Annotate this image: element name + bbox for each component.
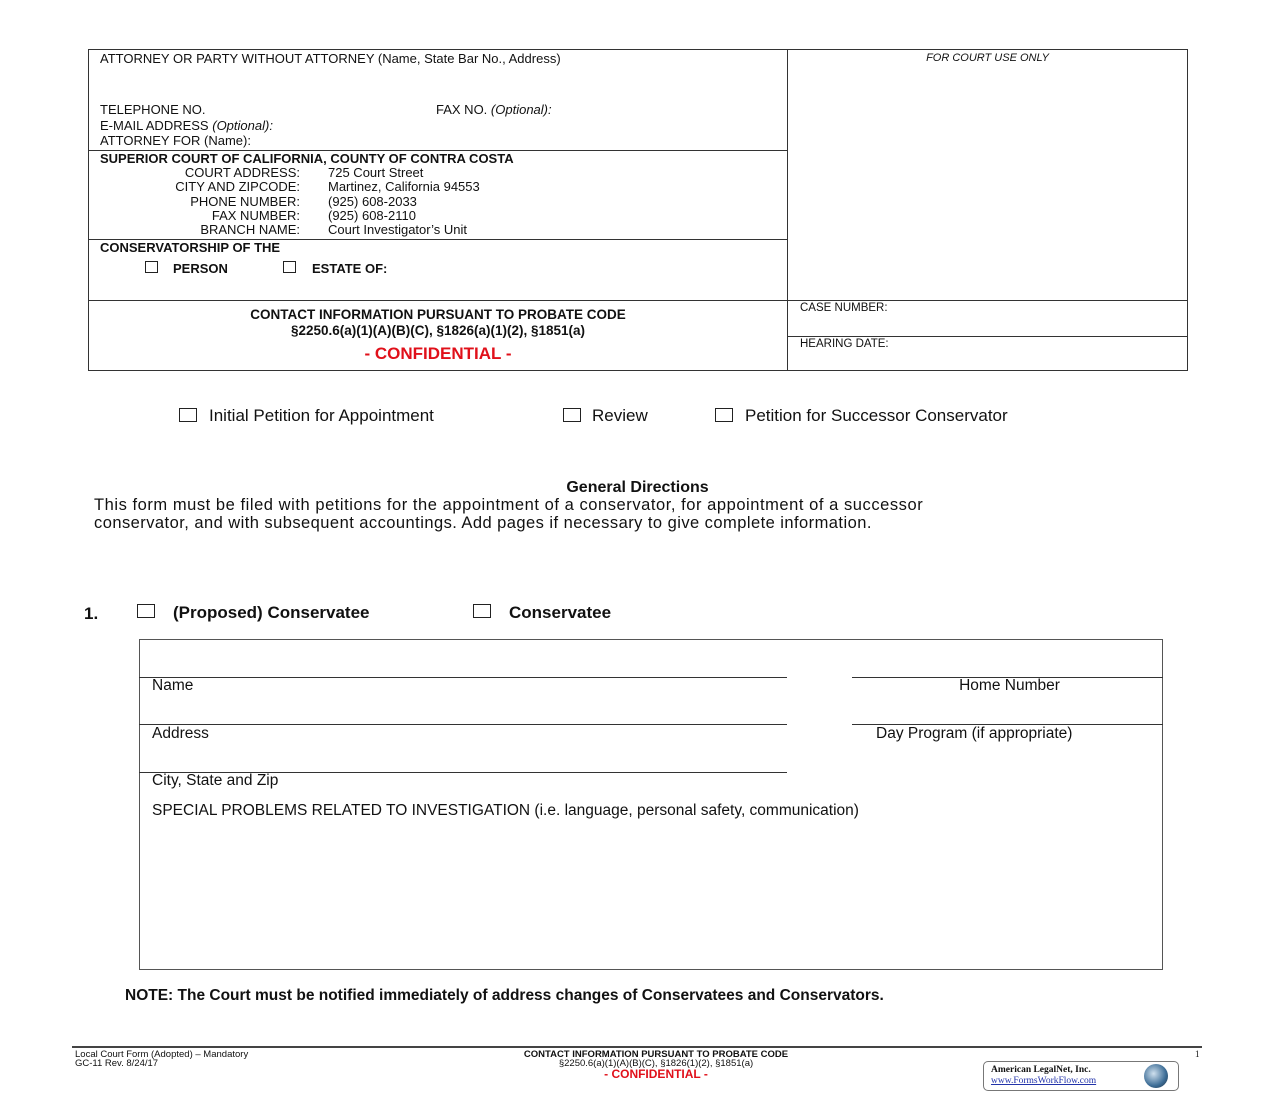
successor-checkbox[interactable]: [715, 408, 733, 422]
day-program-label: Day Program (if appropriate): [876, 725, 1073, 742]
conservatee-label: Conservatee: [509, 603, 612, 622]
person-checkbox[interactable]: [145, 261, 158, 273]
page-number: 1: [1195, 1049, 1200, 1059]
globe-icon: [1144, 1064, 1168, 1088]
court-row-value: 725 Court Street: [328, 165, 424, 180]
divider: [88, 300, 1188, 301]
conservatorship-label: CONSERVATORSHIP OF THE: [100, 240, 281, 255]
footer-center1: CONTACT INFORMATION PURSUANT TO PROBATE CODE: [523, 1049, 789, 1060]
telephone-label: TELEPHONE NO.: [100, 102, 206, 117]
court-row-label: COURT ADDRESS:: [184, 165, 300, 180]
hearing-date-label: HEARING DATE:: [800, 338, 889, 350]
successor-label: Petition for Successor Conservator: [745, 406, 1008, 425]
email-label: [100, 118, 273, 133]
address-line[interactable]: [139, 724, 787, 725]
directions-title: General Directions: [566, 479, 709, 496]
court-row-value: Martinez, California 94553: [328, 179, 480, 195]
conservatee-checkbox[interactable]: [473, 604, 491, 618]
confidential-label: - CONFIDENTIAL -: [364, 344, 512, 363]
footer-left1: Local Court Form (Adopted) – Mandatory: [75, 1049, 249, 1060]
court-row-label: FAX NUMBER:: [211, 207, 300, 223]
note: NOTE: The Court must be notified immediately of address changes of Conservatees and Conservators.: [125, 987, 884, 1004]
footer-rule: [72, 1046, 1202, 1048]
case-number-label: CASE NUMBER:: [800, 302, 888, 314]
court-use-label: FOR COURT USE ONLY: [926, 52, 1049, 64]
initial-petition-checkbox[interactable]: [179, 408, 197, 422]
badge-name: American LegalNet, Inc.: [991, 1065, 1091, 1075]
city-label: City, State and Zip: [152, 772, 279, 789]
section-number: 1.: [84, 604, 99, 623]
email-label-text: E-MAIL ADDRESS: [100, 118, 209, 133]
estate-checkbox[interactable]: [283, 261, 296, 273]
fax-label: [436, 102, 552, 117]
court-row-label: BRANCH NAME:: [200, 222, 300, 238]
name-label: Name: [152, 677, 194, 694]
review-checkbox[interactable]: [563, 408, 581, 422]
estate-label: ESTATE OF:: [312, 261, 388, 276]
proposed-conservatee-label: (Proposed) Conservatee: [173, 603, 370, 622]
court-row-label: CITY AND ZIPCODE:: [175, 179, 300, 195]
special-problems-label: SPECIAL PROBLEMS RELATED TO INVESTIGATION (i.e. language, personal safety, communication): [152, 802, 859, 819]
court-row-value: Court Investigator’s Unit: [328, 222, 467, 238]
form-title-line2: §2250.6(a)(1)(A)(B)(C), §1826(a)(1)(2), §1851(a): [290, 323, 586, 338]
person-label: PERSON: [173, 261, 228, 276]
divider: [787, 336, 1188, 337]
footer-left2: GC-11 Rev. 8/24/17: [75, 1058, 159, 1069]
attorney-label: ATTORNEY OR PARTY WITHOUT ATTORNEY (Name, State Bar No., Address): [100, 51, 561, 66]
email-optional: (Optional):: [212, 118, 273, 133]
directions-line1: This form must be filed with petitions for the appointment of a conservator, for appointment of a successor: [94, 496, 924, 514]
fax-label-text: FAX NO.: [436, 102, 488, 117]
form-title-line1: CONTACT INFORMATION PURSUANT TO PROBATE CODE: [250, 307, 626, 322]
initial-petition-label: Initial Petition for Appointment: [209, 406, 434, 425]
fax-optional: (Optional):: [490, 102, 552, 117]
court-row-value: (925) 608-2110: [328, 207, 416, 223]
proposed-conservatee-checkbox[interactable]: [137, 604, 155, 618]
badge-url[interactable]: www.FormsWorkFlow.com: [991, 1076, 1097, 1086]
court-row-value: (925) 608-2033: [328, 193, 417, 209]
review-label: Review: [592, 406, 648, 425]
footer-center2: §2250.6(a)(1)(A)(B)(C), §1826(1)(2), §1851(a): [558, 1058, 754, 1069]
home-number-text: Home Number: [959, 677, 1060, 694]
attorney-for-label: ATTORNEY FOR (Name):: [100, 133, 251, 148]
address-label: Address: [152, 725, 209, 742]
footer-confidential: - CONFIDENTIAL -: [604, 1067, 708, 1081]
directions-line2: conservator, and with subsequent accountings. Add pages if necessary to give complete information.: [94, 514, 872, 532]
court-row-label: PHONE NUMBER:: [190, 193, 300, 209]
legalnet-badge[interactable]: [983, 1061, 1179, 1091]
name-line[interactable]: [139, 677, 787, 678]
home-number-label: [852, 677, 1163, 695]
court-name: SUPERIOR COURT OF CALIFORNIA, COUNTY OF CONTRA COSTA: [100, 151, 514, 166]
